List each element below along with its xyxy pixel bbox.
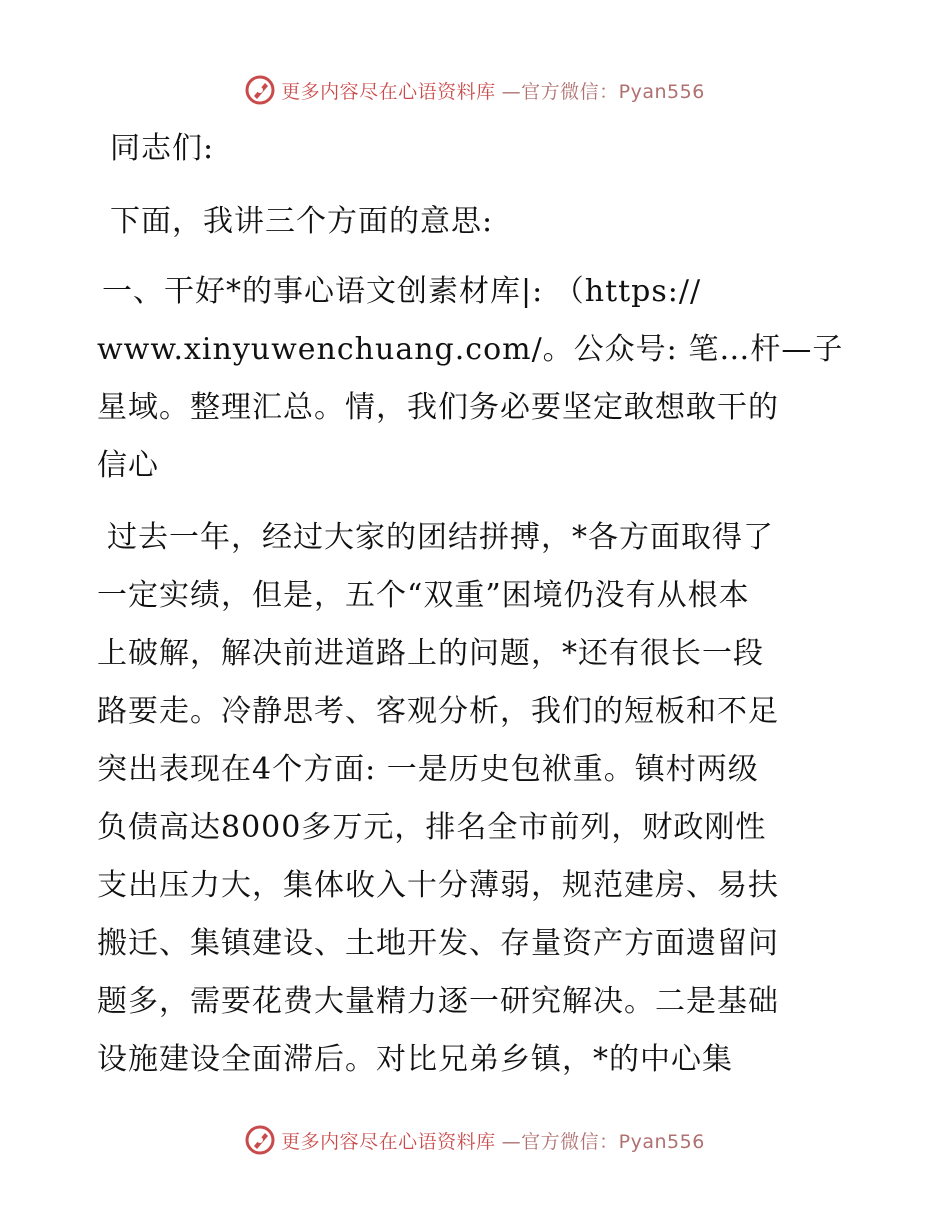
body-line: 过去一年，经过大家的团结拼搏，*各方面取得了 [107,520,774,555]
section-heading [97,263,857,495]
heading-line: www.xinyuwenchuang.com/。公众号: 笔…杆—子 [97,332,844,367]
heading-line: 星域。整理汇总。情，我们务必要坚定敢想敢干的 [97,390,779,425]
body-line: 设施建设全面滞后。对比兄弟乡镇，*的中心集 [97,1042,733,1077]
greeting: 同志们: [110,131,215,166]
heading-line: 信心 [97,448,159,483]
footer-watermark [0,1120,950,1160]
body-line: 搬迁、集镇建设、土地开发、存量资产方面遗留问 [97,926,779,961]
body-line: 支出压力大，集体收入十分薄弱，规范建房、易扶 [97,868,779,903]
watermark-text: 更多内容尽在心语资料库 [281,80,496,103]
intro-paragraph: 下面，我讲三个方面的意思: [110,204,494,239]
body-line: 突出表现在4个方面: 一是历史包袱重。镇村两级 [97,752,759,787]
document-body [97,120,857,1089]
header-watermark [0,70,950,110]
watermark-suffix: —官方微信：Pyan556 [501,80,705,103]
brand-logo-icon [245,1125,275,1155]
body-line: 路要走。冷静思考、客观分析，我们的短板和不足 [97,694,779,729]
body-line: 上破解，解决前进道路上的问题，*还有很长一段 [97,636,764,671]
brand-logo-icon [245,75,275,105]
heading-line: 一、干好*的事心语文创素材库|: （https:// [102,274,702,309]
watermark-suffix: —官方微信：Pyan556 [501,1130,705,1153]
body-line: 负债高达8000多万元，排名全市前列，财政刚性 [97,810,767,845]
body-line: 题多，需要花费大量精力逐一研究解决。二是基础 [97,984,779,1019]
body-line: 一定实绩，但是，五个“双重”困境仍没有从根本 [97,578,750,613]
body-paragraph [97,509,857,1089]
watermark-text: 更多内容尽在心语资料库 [281,1130,496,1153]
